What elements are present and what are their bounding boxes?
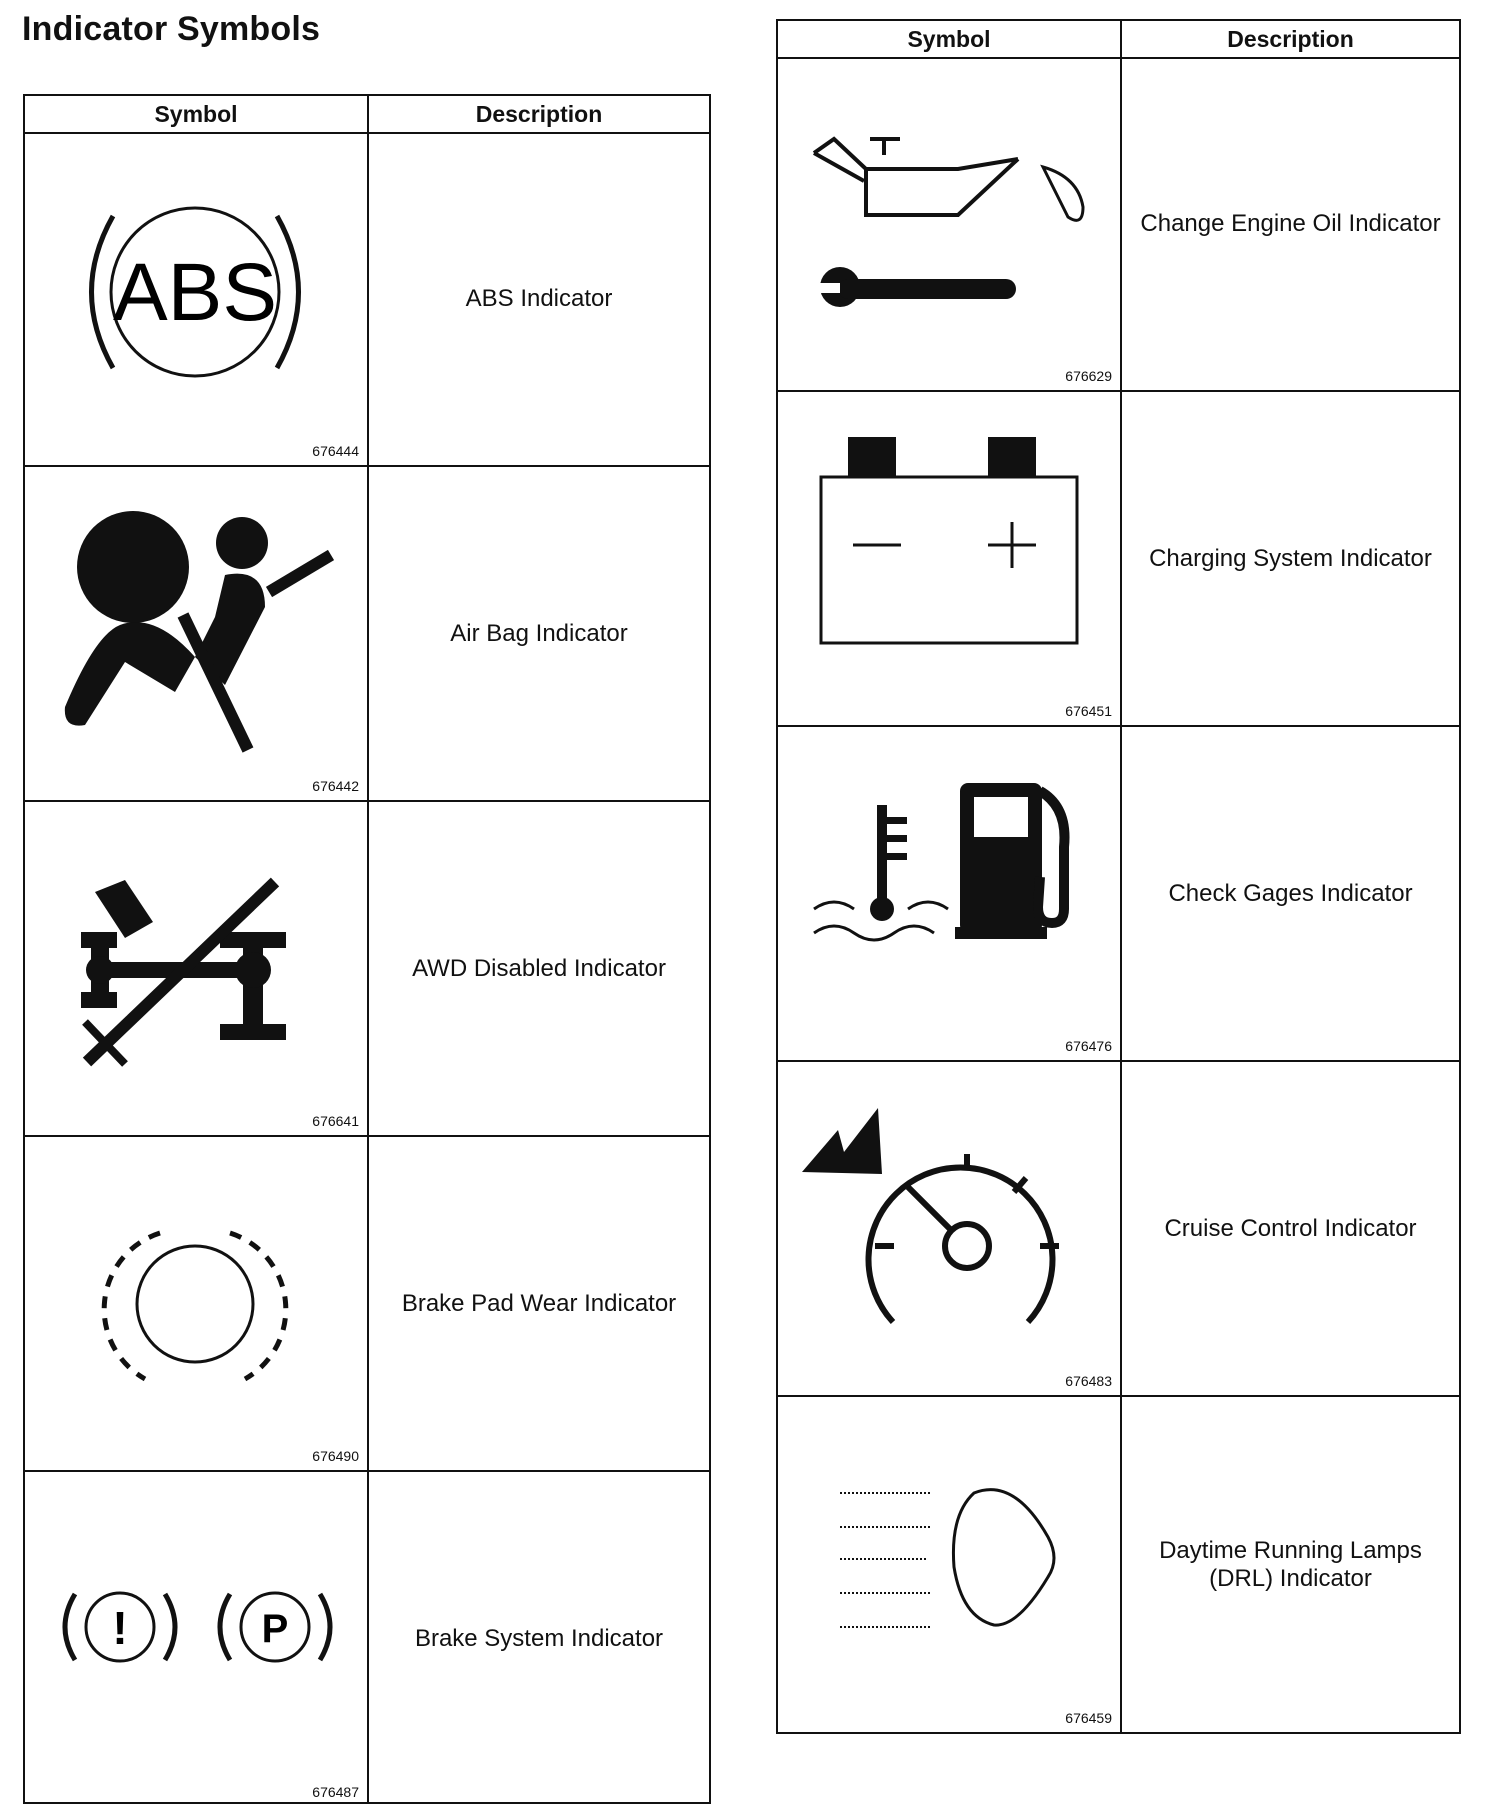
table-row xyxy=(25,467,709,802)
page-title: Indicator Symbols xyxy=(22,10,321,48)
symbol-cell xyxy=(25,802,367,1135)
check-gages-icon xyxy=(778,727,1120,1060)
description-cell: Charging System Indicator xyxy=(1149,544,1432,572)
description-cell: AWD Disabled Indicator xyxy=(412,954,666,982)
description-cell: ABS Indicator xyxy=(465,284,613,312)
symbol-cell xyxy=(25,467,367,800)
park-letter-text: P xyxy=(261,1607,289,1651)
table-row xyxy=(778,1397,1459,1732)
description-cell: Cruise Control Indicator xyxy=(1164,1214,1417,1242)
abs-icon xyxy=(25,132,367,465)
table-row xyxy=(25,1472,709,1806)
description-cell: Check Gages Indicator xyxy=(1168,879,1413,907)
table-row xyxy=(25,802,709,1137)
symbol-code: 676442 xyxy=(312,778,359,794)
description-cell: Change Engine Oil Indicator xyxy=(1140,209,1441,237)
symbol-cell xyxy=(25,132,367,465)
symbol-code: 676476 xyxy=(1065,1038,1112,1054)
symbol-code: 676459 xyxy=(1065,1710,1112,1726)
brake-pad-wear-icon xyxy=(25,1137,367,1470)
symbol-column-header: Symbol xyxy=(907,26,991,52)
symbol-cell xyxy=(25,1472,367,1806)
table-header xyxy=(778,21,1459,59)
symbol-code: 676487 xyxy=(312,1784,359,1800)
description-column-header: Description xyxy=(475,101,603,127)
awd-disabled-icon xyxy=(25,802,367,1135)
abs-icon-text: ABS xyxy=(112,247,278,338)
symbol-cell xyxy=(778,57,1120,390)
symbol-code: 676629 xyxy=(1065,368,1112,384)
symbol-code: 676444 xyxy=(312,443,359,459)
table-row xyxy=(778,57,1459,392)
table-row xyxy=(778,1062,1459,1397)
symbol-cell xyxy=(25,1137,367,1470)
warning-mark-text: ! xyxy=(112,1602,128,1654)
charging-system-icon xyxy=(778,392,1120,725)
table-row xyxy=(25,132,709,467)
symbol-code: 676490 xyxy=(312,1448,359,1464)
symbol-cell xyxy=(778,727,1120,1060)
air-bag-icon xyxy=(25,467,367,800)
description-cell: Daytime Running Lamps (DRL) Indicator xyxy=(1159,1536,1422,1592)
table-row xyxy=(778,727,1459,1062)
description-column-header: Description xyxy=(1227,26,1354,52)
brake-system-icon xyxy=(25,1472,367,1805)
symbol-cell xyxy=(778,1397,1120,1732)
cruise-control-icon xyxy=(778,1062,1120,1395)
change-engine-oil-icon xyxy=(778,57,1120,390)
symbol-code: 676483 xyxy=(1065,1373,1112,1389)
description-cell: Brake Pad Wear Indicator xyxy=(401,1289,677,1317)
symbol-column-header: Symbol xyxy=(154,101,238,127)
symbol-cell xyxy=(778,392,1120,725)
description-cell: Brake System Indicator xyxy=(414,1625,664,1652)
indicator-table-right xyxy=(776,19,1461,1734)
table-row xyxy=(25,1137,709,1472)
indicator-table-left xyxy=(23,94,711,1804)
symbol-code: 676641 xyxy=(312,1113,359,1129)
table-row xyxy=(778,392,1459,727)
drl-icon xyxy=(778,1397,1120,1730)
symbol-cell xyxy=(778,1062,1120,1395)
description-cell: Air Bag Indicator xyxy=(450,619,628,647)
symbol-code: 676451 xyxy=(1065,703,1112,719)
